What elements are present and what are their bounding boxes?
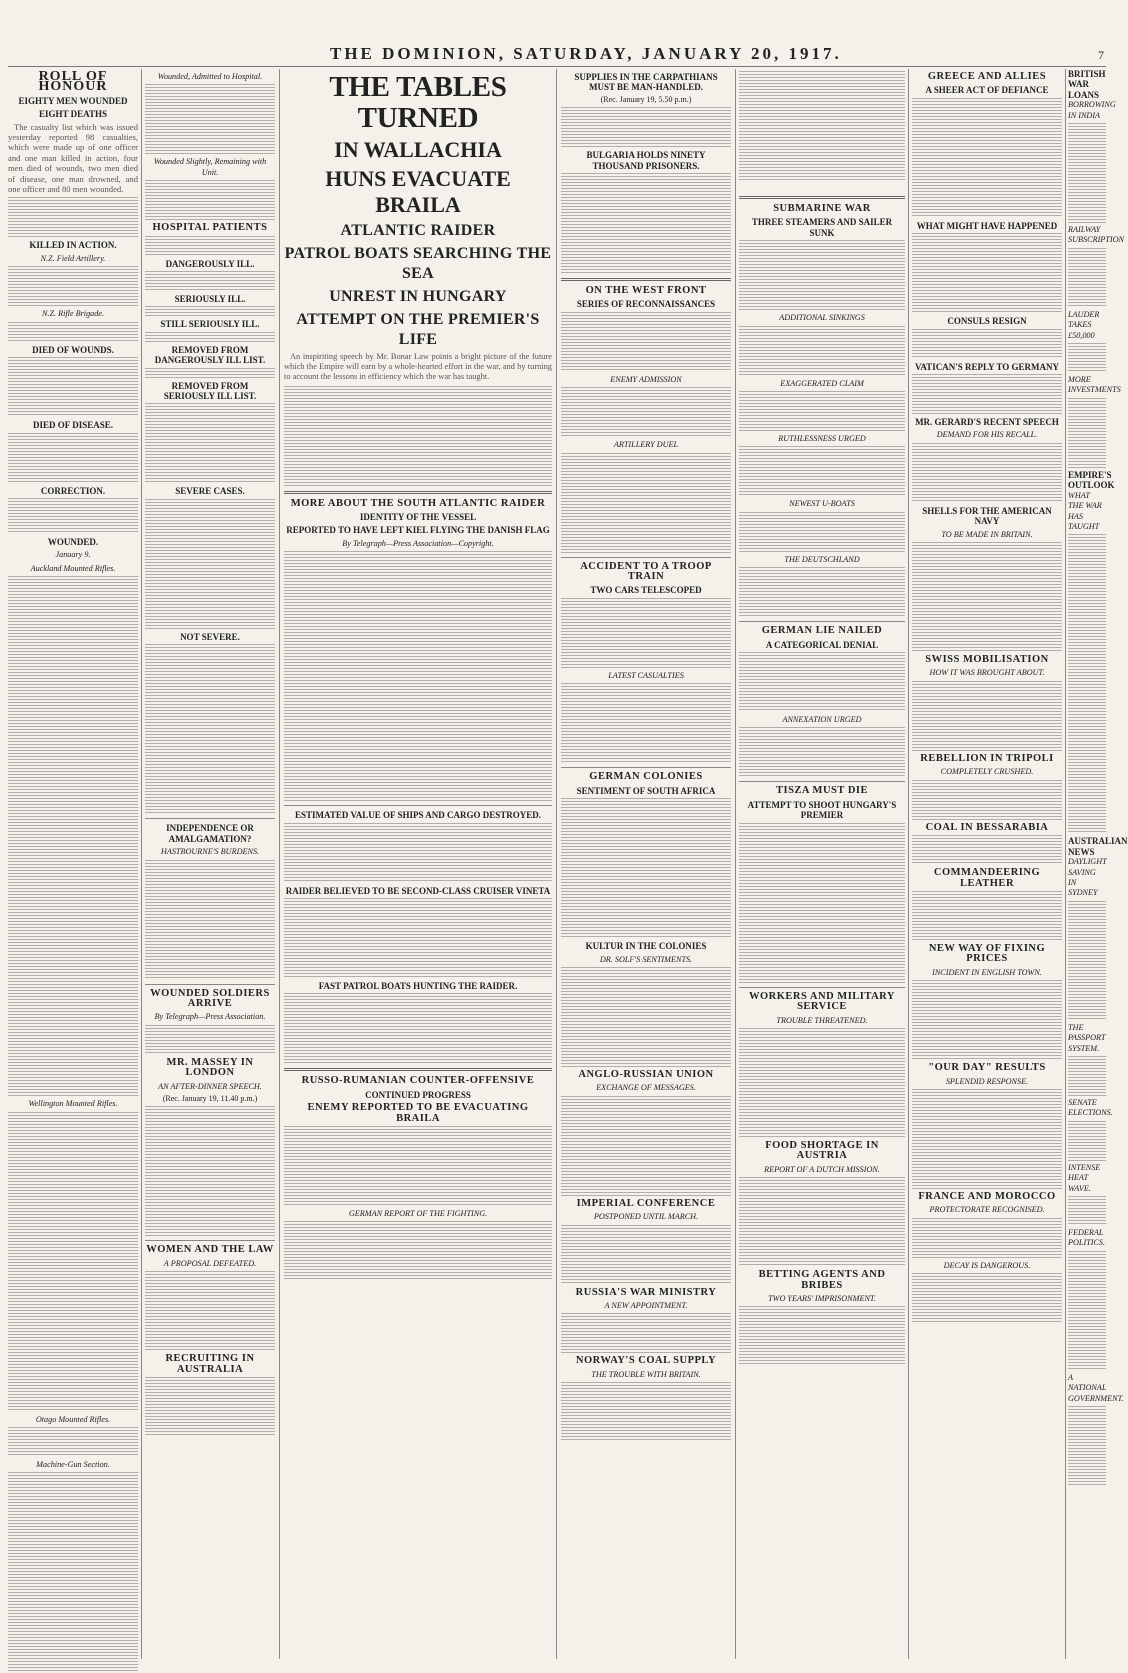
text-block [8, 266, 138, 306]
text-block [739, 1177, 905, 1267]
section-heading: Wounded, Admitted to Hospital. [157, 72, 263, 81]
text-block [561, 312, 731, 372]
headline-deck: UNREST IN HUNGARY [329, 288, 507, 305]
article-heading: NORWAY'S COAL SUPPLY [575, 1355, 717, 1367]
article-subheading: EXAGGERATED CLAIM [780, 378, 864, 388]
column-main-war-news [284, 69, 552, 1659]
text-block [561, 967, 731, 1067]
text-block [739, 71, 905, 181]
text-block [912, 891, 1062, 941]
text-block [561, 598, 731, 668]
article-heading: COMMANDEERING LEATHER [933, 867, 1041, 889]
article-subheading: A NEW APPOINTMENT. [604, 1300, 688, 1310]
article-subheading: SERIES OF RECONNAISSANCES [576, 299, 716, 310]
text-block [912, 443, 1062, 503]
list-heading: REMOVED FROM SERIOUSLY ILL LIST. [163, 380, 257, 402]
text-block [912, 780, 1062, 820]
text-block [561, 107, 731, 147]
article-heading: ANGLO-RUSSIAN UNION [578, 1068, 714, 1080]
column-rule [1065, 69, 1066, 1659]
text-block [739, 1306, 905, 1366]
article-subheading: TWO CARS TELESCOPED [590, 585, 702, 596]
text-block [1068, 1121, 1106, 1161]
divider [561, 557, 731, 558]
text-block [145, 1106, 275, 1236]
text-block [284, 386, 552, 486]
text-block [284, 551, 552, 801]
article-heading: SUBMARINE WAR [773, 203, 871, 214]
newspaper-title: THE DOMINION, SATURDAY, JANUARY 20, 1917. [330, 44, 842, 63]
article-subheading: AN AFTER-DINNER SPEECH. [158, 1081, 262, 1091]
text-block [739, 1028, 905, 1138]
article-subheading: CONTINUED PROGRESS [365, 1089, 471, 1100]
article-subheading: RAILWAY SUBSCRIPTION [1068, 225, 1124, 245]
list-heading: REMOVED FROM DANGEROUSLY ILL LIST. [154, 344, 266, 366]
text-block [145, 271, 275, 291]
list-heading: NOT SEVERE. [180, 631, 240, 642]
article-subheading: WHAT MIGHT HAVE HAPPENED [916, 220, 1058, 231]
article-subheading: TWO YEARS' IMPRISONMENT. [768, 1293, 876, 1303]
article-subheading: TROUBLE THREATENED. [776, 1015, 868, 1025]
roll-heading: ROLL OF HONOUR [38, 69, 108, 95]
unit-heading: N.Z. Rifle Brigade. [41, 309, 105, 319]
article-heading: MR. MASSEY IN LONDON [166, 1056, 254, 1079]
article-heading: AUSTRALIAN NEWS [1068, 836, 1128, 857]
article-heading: SWISS MOBILISATION [925, 654, 1049, 666]
list-heading: SERIOUSLY ILL. [174, 294, 246, 305]
article-heading: GERMAN COLONIES [589, 771, 703, 783]
main-headline: THE TABLES TURNED [329, 71, 507, 134]
text-block [912, 542, 1062, 652]
text-block-top [739, 71, 905, 191]
divider [284, 1068, 552, 1071]
section-heading: DIED OF DISEASE. [33, 420, 113, 431]
text-block [8, 197, 138, 237]
text-block [145, 180, 275, 220]
article-heading: SHELLS FOR THE AMERICAN NAVY [922, 505, 1052, 527]
headline-deck: ATTEMPT ON THE PREMIER'S LIFE [296, 311, 540, 348]
article-subheading: A CATEGORICAL DENIAL [765, 639, 879, 650]
text-block [739, 727, 905, 777]
article-subheading: CONSULS RESIGN [947, 316, 1027, 327]
text-block [8, 498, 138, 534]
lead-paragraph: An inspiriting speech by Mr. Bonar Law points a bright picture of the future which the Empire will earn by a whole-hearted effort in the war, and by turning to account the lessons in efficiency which the war has taught. [284, 352, 552, 382]
column-rule [908, 69, 909, 1659]
headline-deck: PATROL BOATS SEARCHING THE SEA [284, 245, 552, 282]
article-subheading: A PROPOSAL DEFEATED. [163, 1258, 257, 1268]
article-heading: ACCIDENT TO A TROOP TRAIN [580, 560, 712, 583]
article-subheading: TO BE MADE IN BRITAIN. [941, 529, 1033, 539]
article-heading: WOMEN AND THE LAW [146, 1244, 274, 1256]
article-heading: RUSSIA'S WAR MINISTRY [575, 1286, 717, 1298]
divider [145, 984, 275, 985]
article-subheading: RUTHLESSNESS URGED [778, 434, 866, 444]
text-block [1068, 343, 1106, 373]
masthead [0, 0, 1114, 63]
text-block [1068, 398, 1106, 468]
article-heading: RUSSO-RUMANIAN COUNTER-OFFENSIVE [301, 1075, 535, 1087]
text-block [145, 1025, 275, 1055]
article-heading: VATICAN'S REPLY TO GERMANY [915, 361, 1059, 372]
article-subheading: LAUDER TAKES £50,000 [1068, 309, 1100, 340]
unit-heading: Machine-Gun Section. [36, 1459, 110, 1469]
text-block [739, 240, 905, 310]
byline: By Telegraph—Press Association. [154, 1012, 266, 1022]
text-block [145, 1377, 275, 1437]
article-subheading: SPLENDID RESPONSE. [945, 1076, 1029, 1086]
text-block [561, 173, 731, 273]
column-war-loans [1068, 69, 1128, 1659]
text-block [8, 322, 138, 342]
text-block [145, 860, 275, 980]
article-heading: MR. GERARD'S RECENT SPEECH [915, 417, 1059, 428]
received-line: (Rec. January 19, 11.40 p.m.) [162, 1093, 258, 1103]
text-block [145, 306, 275, 316]
text-block [912, 1273, 1062, 1323]
column-rule [735, 69, 736, 1659]
article-heading: COAL IN BESSARABIA [925, 821, 1049, 833]
article-subheading: DR. SOLF'S SENTIMENTS. [599, 954, 693, 964]
article-heading: FOOD SHORTAGE IN AUSTRIA [765, 1139, 879, 1162]
article-subheading: IDENTITY OF THE VESSEL [359, 512, 477, 523]
text-block [284, 993, 552, 1063]
text-block [561, 1225, 731, 1285]
article-heading: BETTING AGENTS AND BRIBES [758, 1269, 886, 1291]
text-block [8, 576, 138, 1096]
article-subheading: NEWEST U-BOATS [789, 499, 855, 509]
text-block [284, 1126, 552, 1206]
text-block [912, 980, 1062, 1060]
divider [284, 491, 552, 494]
article-heading: GERMAN REPORT OF THE FIGHTING. [348, 1209, 488, 1219]
article-subheading: REPORTED TO HAVE LEFT KIEL FLYING THE DANISH FLAG [286, 525, 550, 536]
article-subheading: THE TROUBLE WITH BRITAIN. [591, 1369, 701, 1379]
text-block [8, 357, 138, 417]
article-subheading: ATTEMPT TO SHOOT HUNGARY'S PREMIER [747, 799, 897, 821]
text-block [8, 1112, 138, 1412]
section-heading: CORRECTION. [40, 485, 106, 496]
column-greece-allies [912, 69, 1062, 1659]
article-subheading: WHAT THE WAR HAS TAUGHT [1068, 490, 1102, 531]
text-block [145, 403, 275, 483]
column-west-front [561, 69, 731, 1659]
text-block [912, 374, 1062, 414]
list-heading: STILL SERIOUSLY ILL. [160, 319, 260, 330]
article-subheading: PROTECTORATE RECOGNISED. [929, 1205, 1045, 1215]
unit-heading: Otago Mounted Rifles. [35, 1414, 111, 1424]
unit-heading: N.Z. Field Artillery. [40, 253, 106, 263]
article-heading: INDEPENDENCE OR AMALGAMATION? [166, 823, 254, 844]
article-subheading: A NATIONAL GOVERNMENT. [1068, 1372, 1124, 1403]
text-block [912, 329, 1062, 359]
article-heading: BRITISH WAR LOANS [1068, 69, 1106, 100]
article-heading: GERMAN LIE NAILED [761, 625, 883, 637]
section-heading: Wounded Slightly, Remaining with Unit. [153, 157, 267, 177]
column-rule [556, 69, 557, 1659]
unit-heading: Wellington Mounted Rifles. [28, 1099, 118, 1109]
article-subheading: FEDERAL POLITICS. [1068, 1228, 1106, 1248]
article-heading: WOUNDED SOLDIERS ARRIVE [150, 987, 270, 1009]
divider [284, 805, 552, 806]
text-block [145, 499, 275, 629]
text-block [739, 446, 905, 496]
article-heading: FRANCE AND MOROCCO [918, 1190, 1056, 1202]
article-heading: GREECE AND ALLIES [927, 71, 1047, 82]
text-block [1068, 1196, 1106, 1226]
text-block [912, 1218, 1062, 1258]
text-block [1068, 1251, 1106, 1371]
article-heading: RAIDER BELIEVED TO BE SECOND-CLASS CRUISER VINETA [285, 885, 551, 896]
article-subheading: ANNEXATION URGED [782, 715, 862, 725]
column-hospital [145, 69, 275, 1659]
divider [145, 1240, 275, 1241]
text-block [561, 798, 731, 938]
text-block [1068, 1056, 1106, 1096]
headline-deck: IN WALLACHIA [334, 137, 502, 162]
article-heading: BULGARIA HOLDS NINETY THOUSAND PRISONERS. [586, 150, 706, 171]
column-submarine-war [739, 69, 905, 1659]
headline-deck: ATLANTIC RAIDER [340, 222, 496, 239]
article-heading: NEW WAY OF FIXING PRICES [928, 942, 1046, 965]
article-heading: "OUR DAY" RESULTS [928, 1062, 1046, 1074]
article-heading: RECRUITING IN AUSTRALIA [165, 1353, 255, 1375]
article-heading: REBELLION IN TRIPOLI [920, 752, 1054, 764]
divider [739, 621, 905, 622]
article-heading: EMPIRE'S OUTLOOK [1068, 469, 1115, 491]
article-heading: MORE ABOUT THE SOUTH ATLANTIC RAIDER [290, 497, 546, 509]
article-heading: KULTUR IN THE COLONIES [585, 941, 707, 952]
article-subheading: LATEST CASUALTIES [608, 670, 684, 680]
article-subheading: COMPLETELY CRUSHED. [940, 767, 1034, 777]
article-subheading: POSTPONED UNTIL MARCH. [593, 1212, 699, 1222]
column-rule [141, 69, 142, 1659]
text-block [739, 567, 905, 617]
article-heading: SUPPLIES IN THE CARPATHIANS MUST BE MAN-HANDLED. [574, 72, 718, 93]
article-heading: FAST PATROL BOATS HUNTING THE RAIDER. [318, 981, 518, 992]
article-heading: TISZA MUST DIE [775, 785, 868, 797]
text-block [145, 84, 275, 154]
date-line: January 9. [55, 550, 91, 560]
newspaper-page [8, 66, 1128, 1667]
text-block [284, 898, 552, 978]
article-subheading: SENATE ELECTIONS. [1068, 1097, 1113, 1118]
article-heading: ON THE WEST FRONT [585, 285, 707, 297]
article-heading: ESTIMATED VALUE OF SHIPS AND CARGO DESTROYED. [295, 810, 541, 821]
text-block [145, 644, 275, 814]
divider [739, 196, 905, 199]
article-subheading: ENEMY ADMISSION [610, 374, 682, 384]
article-subheading: A SHEER ACT OF DEFIANCE [925, 85, 1049, 96]
divider [145, 818, 275, 819]
text-block [912, 835, 1062, 865]
article-heading: DECAY IS DANGEROUS. [943, 1260, 1031, 1270]
unit-heading: Auckland Mounted Rifles. [30, 563, 116, 573]
roll-intro: The casualty list which was issued yesterday reported 98 casualties, which were made up of one officer and one man killed in action, four men died of wounds, two men died of disease, one man drowned, and one officer and 80 men wounded. [8, 121, 138, 195]
text-block [912, 98, 1062, 218]
section-heading: KILLED IN ACTION. [29, 240, 117, 251]
article-subheading: DEMAND FOR HIS RECALL. [936, 430, 1038, 440]
text-block [739, 823, 905, 983]
divider [739, 781, 905, 782]
article-subheading: BORROWING IN INDIA [1068, 100, 1116, 120]
roll-subheading: EIGHTY MEN WOUNDED [18, 95, 128, 106]
text-block [1068, 901, 1106, 1021]
byline: By Telegraph—Press Association—Copyright. [342, 538, 494, 548]
article-subheading: THE DEUTSCHLAND [784, 554, 860, 564]
text-block [1068, 534, 1106, 834]
headline-deck: HUNS EVACUATE BRAILA [325, 166, 511, 217]
article-subheading: THE PASSPORT SYSTEM. [1068, 1022, 1106, 1053]
article-subheading: HASTBOURNE'S BURDENS. [160, 847, 260, 857]
text-block [8, 1427, 138, 1457]
article-heading: IMPERIAL CONFERENCE [576, 1197, 716, 1209]
article-subheading: HOW IT WAS BROUGHT ABOUT. [929, 668, 1045, 678]
text-block [8, 433, 138, 483]
article-subheading: DAYLIGHT SAVING IN SYDNEY [1068, 857, 1107, 898]
column-rule [279, 69, 280, 1659]
column-roll-of-honour [8, 69, 138, 1659]
text-block [912, 1089, 1062, 1189]
text-block [1068, 1406, 1106, 1486]
article-subheading: INTENSE HEAT WAVE. [1068, 1162, 1101, 1193]
article-heading: WORKERS AND MILITARY SERVICE [749, 990, 895, 1013]
divider [561, 767, 731, 768]
text-block [739, 652, 905, 712]
section-heading: WOUNDED. [47, 536, 99, 547]
text-block [1068, 248, 1106, 308]
article-subheading: MORE INVESTMENTS [1068, 375, 1121, 395]
text-block [561, 387, 731, 437]
text-block [561, 1313, 731, 1353]
text-block [284, 823, 552, 883]
section-heading: HOSPITAL PATIENTS [152, 222, 268, 234]
article-subheading: EXCHANGE OF MESSAGES. [596, 1083, 696, 1093]
text-block [739, 391, 905, 431]
article-subheading: THREE STEAMERS AND SAILER SUNK [751, 217, 893, 238]
text-block [912, 233, 1062, 313]
text-block [739, 512, 905, 552]
list-heading: SEVERE CASES. [175, 486, 245, 497]
article-subheading: INCIDENT IN ENGLISH TOWN. [932, 967, 1042, 977]
text-block [145, 236, 275, 256]
article-subheading: ADDITIONAL SINKINGS [779, 313, 865, 323]
text-block [145, 368, 275, 378]
received-line: (Rec. January 19, 5.50 p.m.) [600, 94, 692, 104]
text-block [1068, 123, 1106, 223]
text-block [561, 453, 731, 553]
text-block [912, 681, 1062, 751]
text-block [145, 332, 275, 342]
divider [739, 987, 905, 988]
roll-subheading: EIGHT DEATHS [39, 109, 107, 120]
page-number: 7 [1098, 48, 1104, 62]
text-block [284, 1221, 552, 1281]
divider [561, 278, 731, 281]
article-subheading: SENTIMENT OF SOUTH AFRICA [576, 785, 716, 796]
text-block [145, 1271, 275, 1351]
text-block [561, 1382, 731, 1442]
article-subheading: ARTILLERY DUEL [613, 440, 679, 450]
text-block [561, 1096, 731, 1196]
list-heading: DANGEROUSLY ILL. [165, 258, 255, 269]
article-subheading: ENEMY REPORTED TO BE EVACUATING BRAILA [307, 1102, 529, 1124]
text-block [8, 1472, 138, 1672]
text-block [739, 326, 905, 376]
article-subheading: REPORT OF A DUTCH MISSION. [764, 1164, 880, 1174]
text-block [561, 683, 731, 763]
section-heading: DIED OF WOUNDS. [32, 344, 114, 355]
